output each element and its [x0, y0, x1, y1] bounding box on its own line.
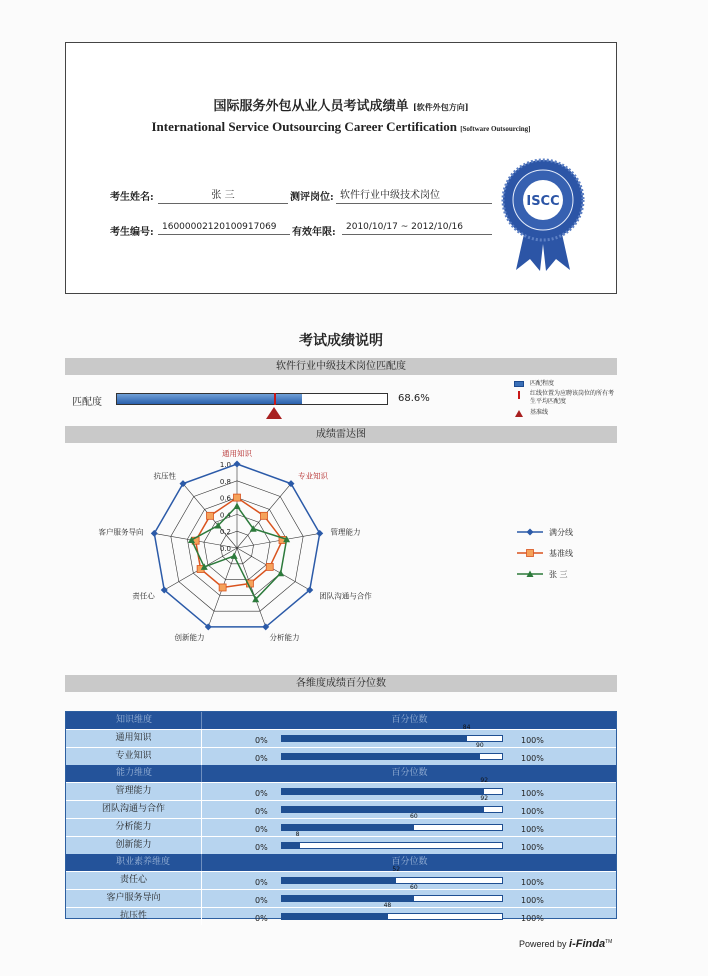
- radar-legend-label: 满分线: [549, 528, 573, 537]
- id-value: 16000002120100917069: [158, 222, 290, 235]
- hundred-label: 100%: [521, 736, 544, 745]
- brand-logo: i-Finda: [569, 938, 606, 950]
- percentile-row-label: 专业知识: [66, 748, 202, 765]
- percentile-table: [65, 711, 617, 923]
- radar-axis-label: 抗压性: [153, 471, 176, 481]
- legend-bar-swatch-icon: [514, 381, 524, 387]
- id-label: 考生编号:: [110, 227, 154, 238]
- group-col-header: 百分位数: [391, 857, 428, 867]
- radar-legend-diamond-icon: [527, 529, 534, 536]
- validity-value: 2010/10/17 ~ 2012/10/16: [342, 222, 492, 235]
- group-header-row: [66, 765, 616, 782]
- percentile-row-label: 客户服务导向: [66, 890, 202, 907]
- radar-axis-label: 团队沟通与合作: [319, 591, 372, 601]
- match-section-bar: 软件行业中级技术岗位匹配度: [65, 358, 617, 375]
- radar-axis-label: 客户服务导向: [98, 527, 144, 537]
- radar-point-triangle: [277, 570, 284, 577]
- title-chinese: [66, 95, 616, 114]
- name-value: 张 三: [158, 186, 288, 204]
- percentile-bar-fill: [282, 843, 300, 848]
- percentile-bar: [281, 884, 503, 902]
- percentile-bar-fill: [282, 807, 484, 812]
- match-value: 68.6%: [398, 393, 430, 404]
- radar-point-diamond: [316, 530, 323, 537]
- hundred-label: 100%: [521, 878, 544, 887]
- radar-point-square: [260, 512, 267, 519]
- title-en-main: International Service Outsourcing Career Certification: [151, 119, 457, 134]
- radar-point-triangle: [231, 552, 238, 559]
- percentile-value: 60: [410, 813, 418, 820]
- zero-label: 0%: [255, 825, 268, 834]
- hundred-label: 100%: [521, 843, 544, 852]
- percentile-row-label: 管理能力: [66, 783, 202, 800]
- match-red-line: [274, 393, 276, 405]
- name-label: 考生姓名:: [110, 192, 154, 203]
- radar-axis-label: 管理能力: [330, 527, 361, 537]
- percentile-value: 92: [480, 795, 489, 802]
- percentile-row: [66, 831, 616, 854]
- percentile-bar: [281, 813, 503, 831]
- radar-tick-label: 0.2: [219, 528, 231, 537]
- percentile-value: 48: [383, 902, 392, 909]
- percentile-value: 8: [295, 831, 300, 838]
- percentile-row-label: 创新能力: [66, 837, 202, 854]
- percentile-bar: [281, 724, 503, 742]
- group-header-row: [66, 854, 616, 871]
- percentile-bar-fill: [282, 914, 388, 919]
- position-value: 软件行业中级技术岗位: [336, 186, 492, 204]
- group-header-label: 知识维度: [66, 712, 202, 729]
- radar-spoke: [237, 548, 266, 627]
- match-legend: [514, 380, 634, 419]
- radar-axis-label: 责任心: [132, 591, 155, 601]
- radar-axis-label: 分析能力: [269, 633, 300, 643]
- radar-point-diamond: [180, 480, 187, 487]
- hundred-label: 100%: [521, 789, 544, 798]
- radar-point-diamond: [287, 480, 294, 487]
- baseline-marker-icon: [266, 407, 282, 419]
- certificate-header: [65, 42, 617, 294]
- radar-legend-label: 张 三: [549, 570, 568, 579]
- percentile-row: [66, 813, 616, 836]
- group-col-header: 百分位数: [391, 768, 428, 778]
- percentile-bar-fill: [282, 736, 467, 741]
- percentile-row-label: 责任心: [66, 872, 202, 889]
- validity-label: 有效年限:: [292, 227, 336, 238]
- radar-tick-label: 1.0: [219, 461, 231, 469]
- percentile-row-label: 团队沟通与合作: [66, 801, 202, 818]
- group-col-header: 百分位数: [391, 715, 428, 725]
- percentile-value: 52: [392, 866, 401, 873]
- percentile-value: 84: [462, 724, 471, 731]
- iscc-seal-icon: [498, 155, 588, 275]
- percentile-row-label: 通用知识: [66, 730, 202, 747]
- percentile-bar-fill: [282, 878, 396, 883]
- zero-label: 0%: [255, 843, 268, 852]
- percentile-row: [66, 866, 616, 889]
- title-en-sub: [Software Outsourcing]: [460, 125, 531, 133]
- zero-label: 0%: [255, 789, 268, 798]
- radar-tick-label: 0.4: [219, 511, 231, 520]
- legend-triangle-icon: [515, 410, 523, 417]
- group-header-row: [66, 712, 616, 729]
- percentile-value: 60: [410, 884, 418, 891]
- percentile-bar: [281, 866, 503, 884]
- percentile-value: 92: [480, 777, 489, 784]
- legend-redline-icon: [518, 391, 520, 399]
- percentile-bar-fill: [282, 789, 484, 794]
- zero-label: 0%: [255, 896, 268, 905]
- radar-point-square: [234, 494, 241, 501]
- percentile-row: [66, 742, 616, 765]
- radar-tick-label: 0.8: [219, 477, 231, 486]
- trademark: TM: [605, 939, 613, 945]
- percentile-bar-fill: [282, 825, 414, 830]
- zero-label: 0%: [255, 754, 268, 763]
- radar-chart: [65, 446, 617, 656]
- radar-point-diamond: [234, 461, 241, 468]
- percentile-row: [66, 884, 616, 907]
- match-bar: [116, 393, 388, 405]
- percentile-bar: [281, 795, 503, 813]
- percentile-section-bar: 各维度成绩百分位数: [65, 675, 617, 692]
- percentile-row-label: 分析能力: [66, 819, 202, 836]
- percentile-bar: [281, 777, 503, 795]
- zero-label: 0%: [255, 807, 268, 816]
- percentile-row-label: 抗压性: [66, 908, 202, 925]
- radar-point-square: [219, 584, 226, 591]
- position-label: 测评岗位:: [290, 192, 334, 203]
- hundred-label: 100%: [521, 825, 544, 834]
- radar-axis-label: 专业知识: [298, 471, 329, 481]
- radar-tick-label: 0.6: [219, 494, 231, 503]
- percentile-bar: [281, 742, 503, 760]
- percentile-value: 90: [476, 742, 484, 749]
- radar-legend-label: 基准线: [549, 549, 573, 558]
- hundred-label: 100%: [521, 807, 544, 816]
- percentile-row: [66, 902, 616, 925]
- legend-red-line: 红线位置为应聘该岗位的所有考生平均匹配度: [530, 390, 615, 405]
- percentile-row: [66, 724, 616, 747]
- hundred-label: 100%: [521, 914, 544, 923]
- match-label: 匹配度: [72, 397, 102, 408]
- hundred-label: 100%: [521, 896, 544, 905]
- radar-axis-label: 通用知识: [222, 449, 252, 459]
- radar-point-triangle: [234, 503, 241, 510]
- title-cn-sub: [软件外包方向]: [412, 102, 469, 112]
- powered-by-text: Powered by: [519, 939, 567, 949]
- radar-point-diamond: [151, 530, 158, 537]
- percentile-bar: [281, 902, 503, 920]
- group-header-label: 职业素养维度: [66, 854, 202, 871]
- radar-tick-label: 0.0: [219, 545, 231, 553]
- powered-by-footer: [519, 938, 612, 950]
- legend-match-degree: 匹配程度: [530, 380, 555, 387]
- percentile-bar: [281, 831, 503, 849]
- title-english: [66, 119, 616, 135]
- radar-point-square: [266, 563, 273, 570]
- percentile-row: [66, 777, 616, 800]
- percentile-row: [66, 795, 616, 818]
- group-header-label: 能力维度: [66, 765, 202, 782]
- radar-point-square: [207, 512, 214, 519]
- radar-section-bar: 成绩雷达图: [65, 426, 617, 443]
- percentile-bar-fill: [282, 896, 414, 901]
- zero-label: 0%: [255, 914, 268, 923]
- legend-baseline: 基准线: [530, 409, 549, 416]
- hundred-label: 100%: [521, 754, 544, 763]
- zero-label: 0%: [255, 878, 268, 887]
- seal-text: ISCC: [526, 194, 560, 209]
- title-cn-main: 国际服务外包从业人员考试成绩单: [213, 99, 409, 114]
- section-title: 考试成绩说明: [299, 333, 383, 349]
- radar-legend-square-icon: [527, 550, 534, 557]
- percentile-bar-fill: [282, 754, 480, 759]
- zero-label: 0%: [255, 736, 268, 745]
- radar-axis-label: 创新能力: [174, 633, 205, 643]
